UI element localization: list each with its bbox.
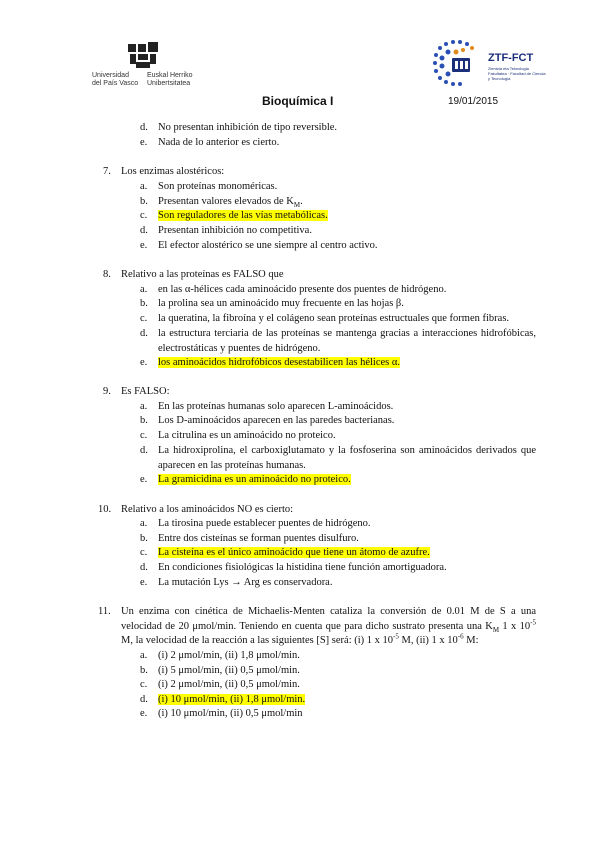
list-item: c. La cisteína es el único aminoácido que tiene un átomo de azufre. (140, 547, 430, 558)
question-10: 10. Relativo a los aminoácidos NO es cierto: (98, 504, 294, 515)
highlighted-answer: La cisteína es el único aminoácido que tiene un átomo de azufre. (158, 547, 430, 558)
fct-subtitle: Zientzia eta Teknologia Fakultatea · Facultad de Ciencia y Tecnología (488, 66, 546, 81)
list-item: a. Son proteínas monoméricas. (140, 181, 278, 192)
list-item: a. En las proteínas humanas solo aparecen L-aminoácidos. (140, 401, 394, 412)
question-9: 9. Es FALSO: (103, 386, 170, 397)
question-11: 11. Un enzima con cinética de Michaelis-Menten cataliza la conversión de 0.01 M de S a una velocidad de 20 μmol/min. Teniendo en cuenta que para dicho sustrato presenta una $K_M$ 1 x $10^{-5}$ M, la velocidad de la reacción a las siguientes [S] será: (i) 1 x $10^{-5}$ M, (ii) 1 x $10^{-6}$ M: (98, 606, 536, 646)
highlighted-answer: La gramicidina es un aminoácido no proteico. (158, 474, 351, 485)
fct-label: ZTF-FCT (488, 52, 534, 64)
exam-date: 19/01/2015 (448, 96, 499, 107)
list-item: c. La citrulina es un aminoácido no proteico. (140, 430, 336, 441)
list-item: d. (i) 10 μmol/min, (ii) 1,8 μmol/min. (140, 694, 306, 705)
list-item: a. La tirosina puede establecer puentes de hidrógeno. (140, 518, 371, 529)
list-item: b. (i) 5 μmol/min, (ii) 0,5 μmol/min. (140, 665, 300, 676)
list-item: e. El efector alostérico se une siempre al centro activo. (140, 240, 378, 251)
highlighted-answer: (i) 10 μmol/min, (ii) 1,8 μmol/min. (158, 694, 306, 705)
list-item: c. la queratina, la fibroína y el colágeno sean proteínas estructuales que formen fibras. (140, 313, 510, 324)
highlighted-answer: Son reguladores de las vías metabólicas. (158, 210, 328, 221)
list-item: d. En condiciones fisiológicas la histidina tiene función amortiguadora. (140, 562, 447, 573)
list-item: e. los aminoácidos hidrofóbicos desestabilicen las hélices α. (140, 357, 400, 368)
upv-name-eu (147, 72, 193, 88)
list-item: c. Son reguladores de las vías metabólicas. (140, 210, 328, 221)
list-item: d. La hidroxiprolina, el carboxiglutamato y la fosfoserina son aminoácidos derivados que aparecen en las proteínas humanas. (140, 445, 536, 471)
list-item: b. la prolina sea un aminoácido muy frecuente en las hojas β. (140, 298, 404, 309)
list-item: b. Presentan valores elevados de $K_M$. (140, 196, 303, 210)
upv-line-1: Universidad (92, 72, 129, 79)
list-item: d. la estructura terciaria de las proteínas se mantenga gracias a interacciones hidrofóbicas, electrostáticas y puentes de hidrógeno. (140, 328, 536, 354)
list-item: d. No presentan inhibición de tipo reversible. (140, 122, 338, 133)
highlighted-answer: los aminoácidos hidrofóbicos desestabilicen las hélices α. (158, 357, 400, 368)
list-item: c. (i) 2 μmol/min, (ii) 0,5 μmol/min. (140, 679, 300, 690)
list-item: b. Entre dos cisteínas se forman puentes disulfuro. (140, 533, 359, 544)
list-item: e. (i) 10 μmol/min, (ii) 0,5 μmol/min (140, 708, 303, 719)
page-title: Bioquímica I (262, 94, 334, 108)
ehu-line-2: Unibertsitatea (147, 80, 191, 87)
ehu-line-1: Euskal Herriko (147, 72, 193, 79)
list-item: a. (i) 2 μmol/min, (ii) 1,8 μmol/min. (140, 650, 300, 661)
list-item: e. La gramicidina es un aminoácido no proteico. (140, 474, 351, 485)
upv-name-es (92, 72, 138, 88)
fct-dots-logo-icon (430, 38, 486, 88)
list-item: e. La mutación Lys → Arg es conservadora. (140, 577, 333, 588)
list-item: e. Nada de lo anterior es cierto. (140, 137, 280, 148)
list-item: a. en las α-hélices cada aminoácido presente dos puentes de hidrógeno. (140, 284, 447, 295)
upv-line-2: del País Vasco (92, 80, 139, 87)
question-7: 7. Los enzimas alostéricos: (103, 166, 225, 177)
list-item: d. Presentan inhibición no competitiva. (140, 225, 312, 236)
list-item: b. Los D-aminoácidos aparecen en las paredes bacterianas. (140, 415, 395, 426)
question-8: 8. Relativo a las proteínas es FALSO que (103, 269, 284, 280)
